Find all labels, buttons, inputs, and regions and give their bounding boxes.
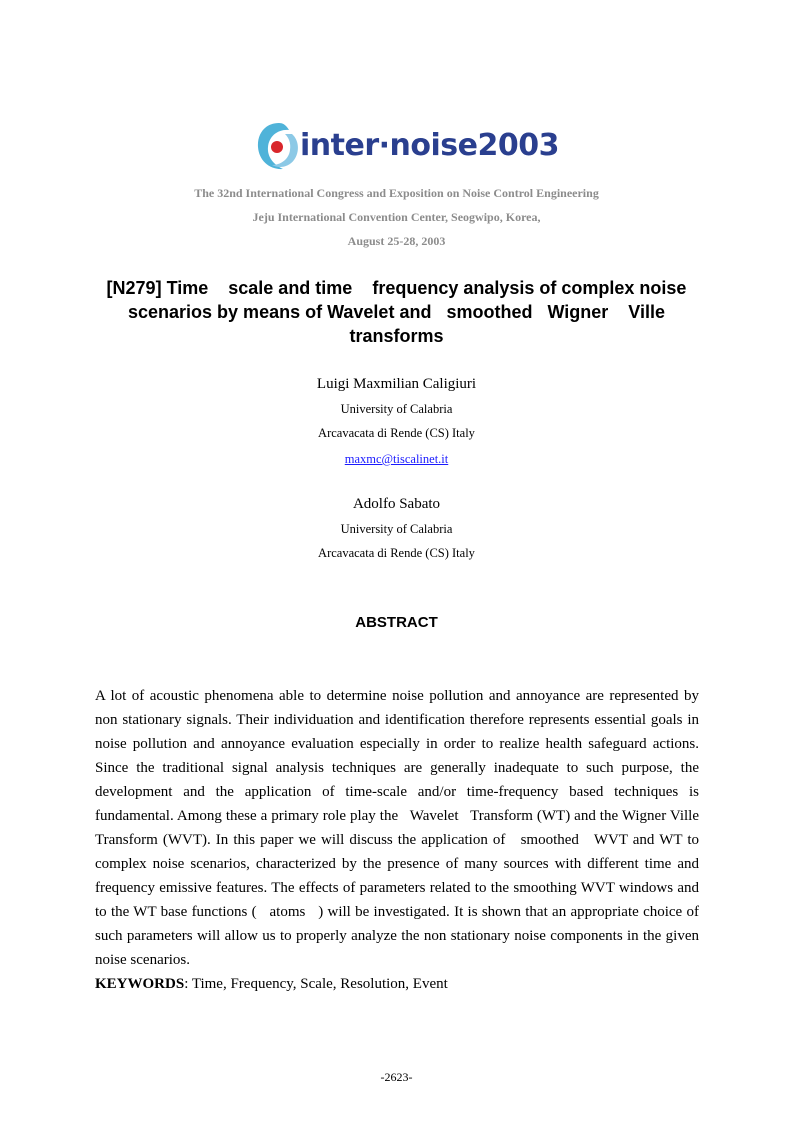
conference-logo [254,120,559,180]
author-name: Luigi Maxmilian Caligiuri [316,376,477,392]
conference-dates: August 25-28, 2003 [347,234,446,248]
abstract-heading: ABSTRACT [355,614,438,631]
conference-venue: Jeju International Convention Center, Seogwipo, Korea, [252,210,541,224]
author-affiliation: University of Calabria [340,402,453,416]
author-email-row [0,450,793,468]
author-address: Arcavacata di Rende (CS) Italy [318,546,475,560]
keywords-list: : Time, Frequency, Scale, Resolution, Event [184,976,448,992]
keywords-line [95,972,448,996]
paper-title: [N279] Time scale and time frequency analysis of complex noise scenarios by means of Wavelet and smoothed Wigner Ville transforms [106,278,687,346]
author-affiliation: University of Calabria [340,522,453,536]
author-name: Adolfo Sabato [352,496,441,512]
keywords-label: KEYWORDS [95,976,185,992]
logo-wordmark: inter·noise2003 [300,128,559,163]
author-email-link[interactable]: maxmc@tiscalinet.it [344,452,449,466]
page-number: -2623- [380,1070,413,1084]
swirl-emblem-icon [254,120,304,174]
author-address: Arcavacata di Rende (CS) Italy [318,426,475,440]
abstract-body: A lot of acoustic phenomena able to determine noise pollution and annoyance are represented by non stationary signals. Their individuation and identification therefore represents essential goals in noise pollution and annoyance evaluation especially in order to realize health safeguard actions. Since the traditional signal analysis techniques are generally inadequate to such purpose, the development and the application of time-scale and/or time-frequency based techniques is fundamental. Among these a primary role play the Wavelet Transform (WT) and the Wigner Ville Transform (WVT). In this paper we will discuss the application of smoothed WVT and WT to complex noise scenarios, characterized by the presence of many sources with different time and frequency emissive features. The effects of parameters related to the smoothing WVT windows and to the WT base functions ( atoms ) will be investigated. It is shown that an appropriate choice of such parameters will allow us to properly analyze the non stationary noise components in the given noise scenarios. [95,688,703,968]
conference-name: The 32nd International Congress and Exposition on Noise Control Engineering [194,186,599,200]
